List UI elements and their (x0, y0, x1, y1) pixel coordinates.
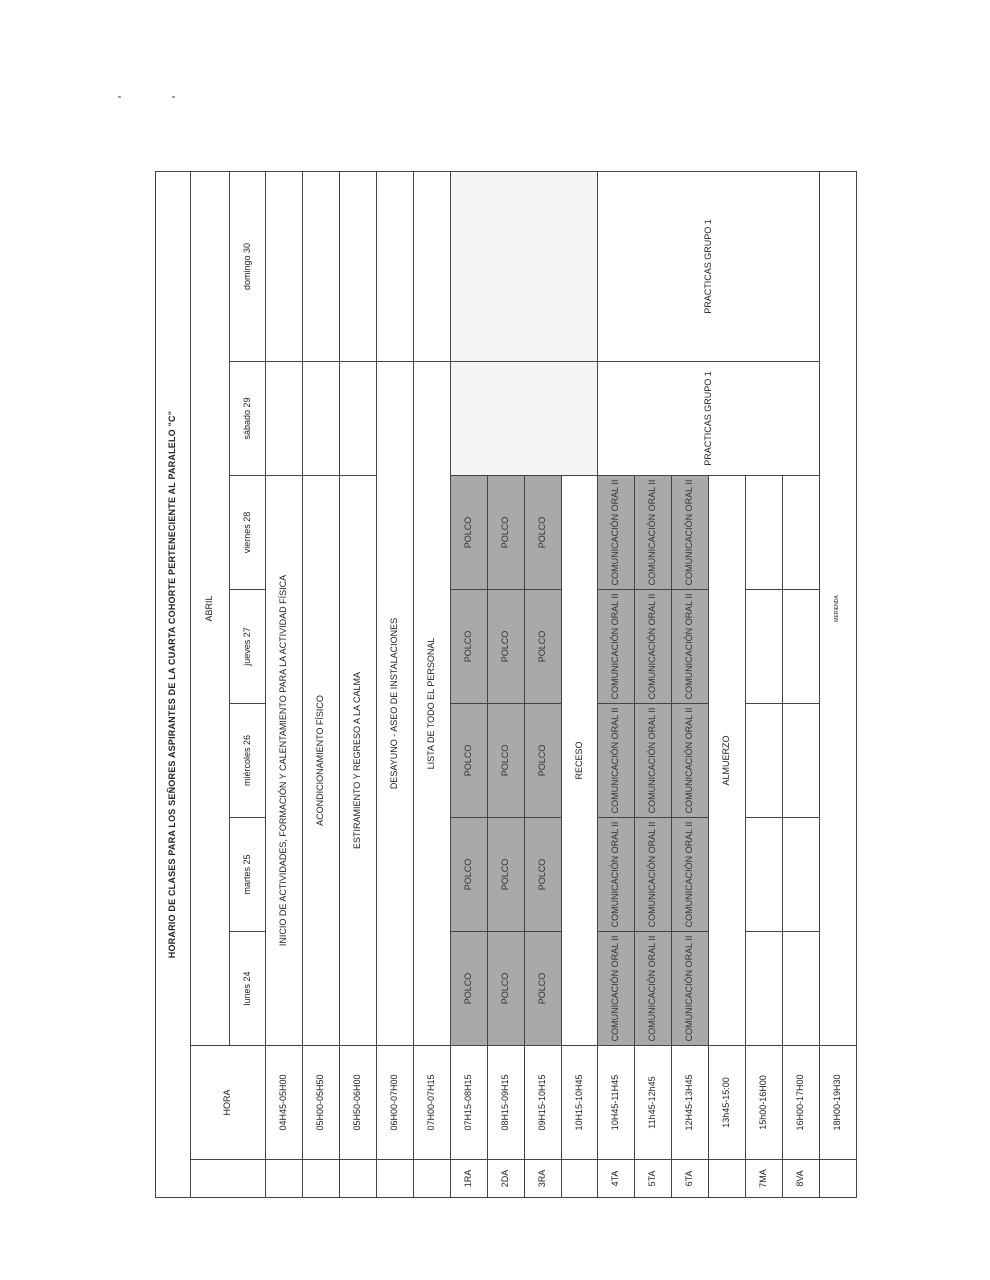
class-polco: POLCO (450, 590, 487, 704)
time-slot: 13h45-15:00 (709, 1046, 746, 1160)
empty-cell (746, 590, 783, 704)
practicas-sunday: PRACTICAS GRUPO 1 (598, 172, 820, 362)
schedule-title: HORARIO DE CLASES PARA LOS SEÑORES ASPIRANTES DE LA CUARTA COHORTE PERTENECIENTE AL PARALELO "C" (156, 172, 191, 1198)
time-slot: 18H00-19H30 (820, 1046, 857, 1160)
scan-speck (172, 96, 175, 98)
class-comunicacion: COMUNICACIÓN ORAL II (672, 932, 709, 1046)
activity-almuerzo: ALMUERZO (709, 476, 746, 1046)
day-header: martes 25 (230, 818, 266, 932)
class-polco: POLCO (450, 932, 487, 1046)
class-comunicacion: COMUNICACIÓN ORAL II (672, 704, 709, 818)
hora-header: HORA (191, 1046, 266, 1160)
time-slot: 10H45-11H45 (598, 1046, 635, 1160)
practicas-saturday: PRACTICAS GRUPO 1 (598, 362, 820, 476)
empty-cell (783, 818, 820, 932)
empty-cell (746, 932, 783, 1046)
time-slot: 11h45-12h45 (635, 1046, 672, 1160)
empty-cell (783, 590, 820, 704)
period-number: 6TA (672, 1160, 709, 1198)
class-polco: POLCO (487, 704, 524, 818)
class-comunicacion: COMUNICACIÓN ORAL II (635, 818, 672, 932)
class-comunicacion: COMUNICACIÓN ORAL II (598, 818, 635, 932)
class-polco: POLCO (487, 818, 524, 932)
class-polco: POLCO (524, 932, 561, 1046)
class-comunicacion: COMUNICACIÓN ORAL II (672, 818, 709, 932)
class-comunicacion: COMUNICACIÓN ORAL II (635, 704, 672, 818)
day-header: domingo 30 (230, 172, 266, 362)
class-polco: POLCO (450, 704, 487, 818)
time-slot: 10H15-10H45 (561, 1046, 598, 1160)
weekend-blank-saturday (450, 362, 598, 476)
time-slot: 16H00-17H00 (783, 1046, 820, 1160)
empty-cell (783, 704, 820, 818)
empty-cell (302, 172, 339, 362)
empty-cell (746, 476, 783, 590)
empty-cell (783, 932, 820, 1046)
period-number: 3RA (524, 1160, 561, 1198)
time-slot: 05H50-06H00 (339, 1046, 376, 1160)
activity-desayuno: DESAYUNO - ASEO DE INSTALACIONES (376, 362, 413, 1046)
activity-receso: RECESO (561, 476, 598, 1046)
period-number: 8VA (783, 1160, 820, 1198)
empty-cell (376, 172, 413, 362)
class-polco: POLCO (450, 818, 487, 932)
class-polco: POLCO (487, 932, 524, 1046)
period-number (561, 1160, 598, 1198)
empty-cell (339, 172, 376, 362)
period-number: 4TA (598, 1160, 635, 1198)
class-polco: POLCO (524, 590, 561, 704)
period-number (302, 1160, 339, 1198)
class-comunicacion: COMUNICACIÓN ORAL II (598, 590, 635, 704)
activity-inicio: INICIO DE ACTIVIDADES, FORMACIÓN Y CALENTAMIENTO PARA LA ACTIVIDAD FÍSICA (266, 476, 303, 1046)
empty-cell (746, 818, 783, 932)
class-polco: POLCO (524, 818, 561, 932)
period-number (266, 1160, 303, 1198)
period-number (820, 1160, 857, 1198)
empty-cell (339, 362, 376, 476)
class-comunicacion: COMUNICACIÓN ORAL II (598, 704, 635, 818)
empty-cell (783, 476, 820, 590)
time-slot: 06H00-07H00 (376, 1046, 413, 1160)
class-polco: POLCO (487, 476, 524, 590)
activity-estiramiento: ESTIRAMIENTO Y REGRESO A LA CALMA (339, 476, 376, 1046)
time-slot: 09H15-10H15 (524, 1046, 561, 1160)
period-number: 7MA (746, 1160, 783, 1198)
empty-cell (746, 704, 783, 818)
day-header: sábado 29 (230, 362, 266, 476)
period-number: 1RA (450, 1160, 487, 1198)
period-number (413, 1160, 450, 1198)
empty-cell (302, 362, 339, 476)
class-comunicacion: COMUNICACIÓN ORAL II (635, 476, 672, 590)
activity-merienda: MERIENDA (820, 172, 857, 1046)
time-slot: 07H00-07H15 (413, 1046, 450, 1160)
empty-cell (266, 362, 303, 476)
time-slot: 07H15-08H15 (450, 1046, 487, 1160)
empty-cell (413, 172, 450, 362)
schedule-sheet (155, 172, 857, 1198)
num-header (191, 1160, 266, 1198)
weekend-blank-sunday (450, 172, 598, 362)
schedule-table (155, 171, 857, 1198)
activity-lista: LISTA DE TODO EL PERSONAL (413, 362, 450, 1046)
period-number (709, 1160, 746, 1198)
period-number (376, 1160, 413, 1198)
class-polco: POLCO (524, 476, 561, 590)
class-comunicacion: COMUNICACIÓN ORAL II (598, 932, 635, 1046)
activity-acondicionamiento: ACONDICIONAMIENTO FÍSICO (302, 476, 339, 1046)
period-number (339, 1160, 376, 1198)
time-slot: 15h00-16H00 (746, 1046, 783, 1160)
class-comunicacion: COMUNICACIÓN ORAL II (635, 590, 672, 704)
day-header: jueves 27 (230, 590, 266, 704)
class-polco: POLCO (450, 476, 487, 590)
time-slot: 05H00-05H50 (302, 1046, 339, 1160)
class-comunicacion: COMUNICACIÓN ORAL II (672, 590, 709, 704)
time-slot: 12H45-13H45 (672, 1046, 709, 1160)
scan-speck (118, 96, 121, 98)
empty-cell (266, 172, 303, 362)
time-slot: 04H45-05H00 (266, 1046, 303, 1160)
day-header: lunes 24 (230, 932, 266, 1046)
day-header: miércoles 26 (230, 704, 266, 818)
day-header: viernes 28 (230, 476, 266, 590)
period-number: 2DA (487, 1160, 524, 1198)
class-polco: POLCO (524, 704, 561, 818)
class-comunicacion: COMUNICACIÓN ORAL II (598, 476, 635, 590)
class-comunicacion: COMUNICACIÓN ORAL II (672, 476, 709, 590)
month-header: ABRIL (191, 172, 230, 1046)
time-slot: 08H15-09H15 (487, 1046, 524, 1160)
period-number: 5TA (635, 1160, 672, 1198)
class-polco: POLCO (487, 590, 524, 704)
class-comunicacion: COMUNICACIÓN ORAL II (635, 932, 672, 1046)
